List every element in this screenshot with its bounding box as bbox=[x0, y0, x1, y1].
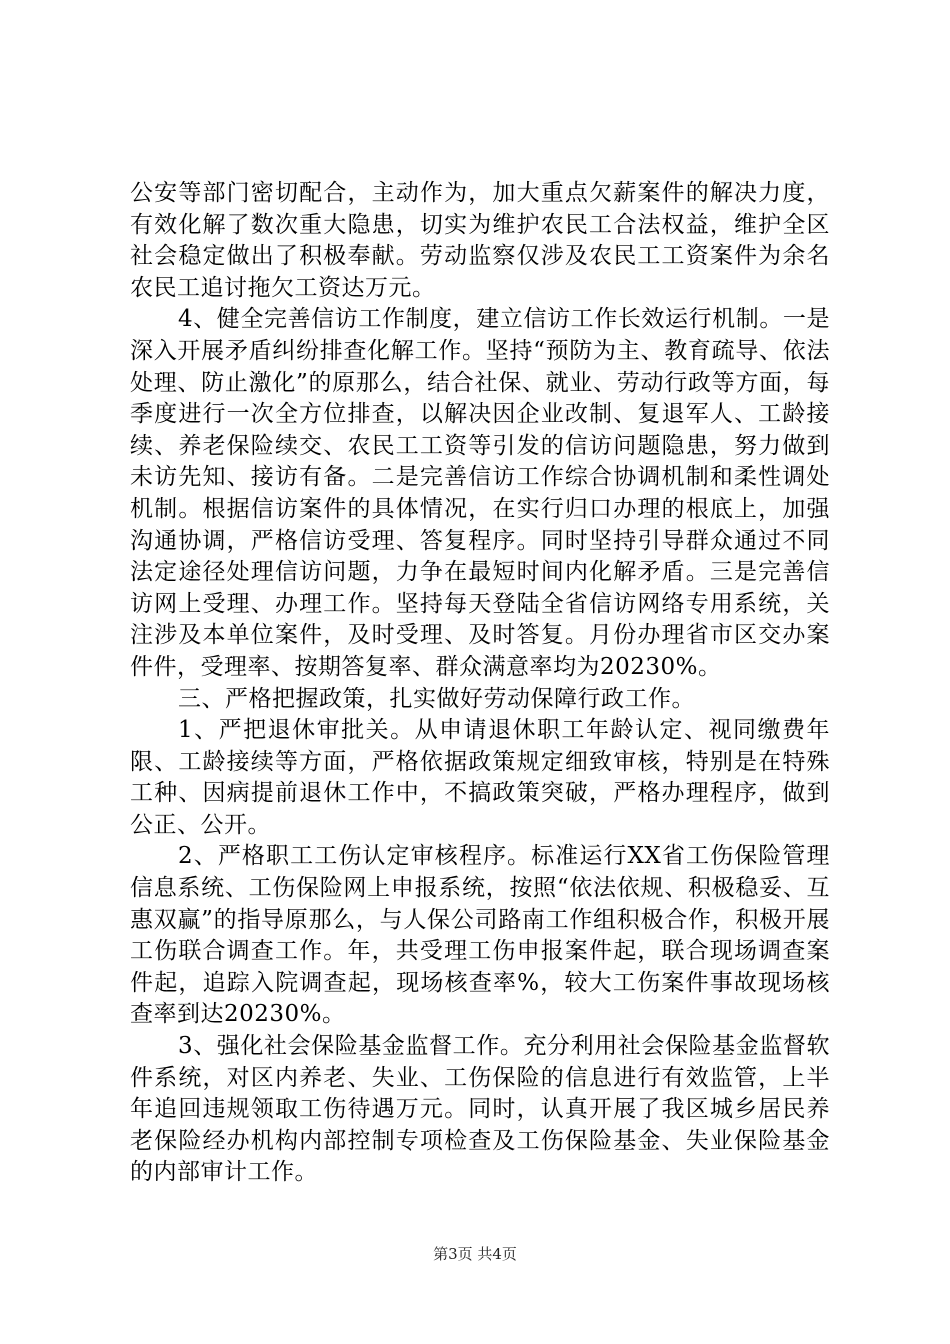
page-footer bbox=[0, 1244, 950, 1264]
paragraph-retirement-approval: 1、严把退休审批关。从申请退休职工年龄认定、视同缴费年限、工龄接续等方面，严格依据政策规定细致审核，特别是在特殊工种、因病提前退休工作中，不搞政策突破，严格办理程序，做到公正、公开。 bbox=[130, 717, 830, 838]
document-body bbox=[130, 178, 830, 1189]
paragraph-petition-system: 4、健全完善信访工作制度，建立信访工作长效运行机制。一是深入开展矛盾纠纷排查化解工作。坚持“预防为主、教育疏导、依法处理、防止激化”的原那么，结合社保、就业、劳动行政等方面，每季度进行一次全方位排查，以解决因企业改制、复退军人、工龄接续、养老保险续交、农民工工资等引发的信访问题隐患，努力做到未访先知、接访有备。二是完善信访工作综合协调机制和柔性调处机制。根据信访案件的具体情况，在实行归口办理的根底上，加强沟通协调，严格信访受理、答复程序。同时坚持引导群众通过不同法定途径处理信访问题，力争在最短时间内化解矛盾。三是完善信访网上受理、办理工作。坚持每天登陆全省信访网络专用系统，关注涉及本单位案件，及时受理、及时答复。月份办理省市区交办案件件，受理率、按期答复率、群众满意率均为20230%。 bbox=[130, 306, 830, 680]
paragraph-fund-supervision: 3、强化社会保险基金监督工作。充分利用社会保险基金监督软件系统，对区内养老、失业、工伤保险的信息进行有效监管，上半年追回违规领取工伤待遇万元。同时，认真开展了我区城乡居民养老保险经办机构内部控制专项检查及工伤保险基金、失业保险基金的内部审计工作。 bbox=[130, 1033, 830, 1186]
page-number: 第3页 共4页 bbox=[433, 1245, 517, 1263]
paragraph-injury-review: 2、严格职工工伤认定审核程序。标准运行XX省工伤保险管理信息系统、工伤保险网上申报系统，按照“依法依规、积极稳妥、互惠双赢”的指导原那么，与人保公司路南工作组积极合作，积极开展工伤联合调查工作。年，共受理工伤申报案件起，联合现场调查案件起，追踪入院调查起，现场核查率%，较大工伤案件事故现场核查率到达20230%。 bbox=[130, 843, 830, 1028]
section-heading-three: 三、严格把握政策，扎实做好劳动保障行政工作。 bbox=[178, 685, 695, 712]
paragraph-continuation: 公安等部门密切配合，主动作为，加大重点欠薪案件的解决力度，有效化解了数次重大隐患，切实为维护农民工合法权益，维护全区社会稳定做出了积极奉献。劳动监察仅涉及农民工工资案件为余名农民工追讨拖欠工资达万元。 bbox=[130, 180, 830, 301]
